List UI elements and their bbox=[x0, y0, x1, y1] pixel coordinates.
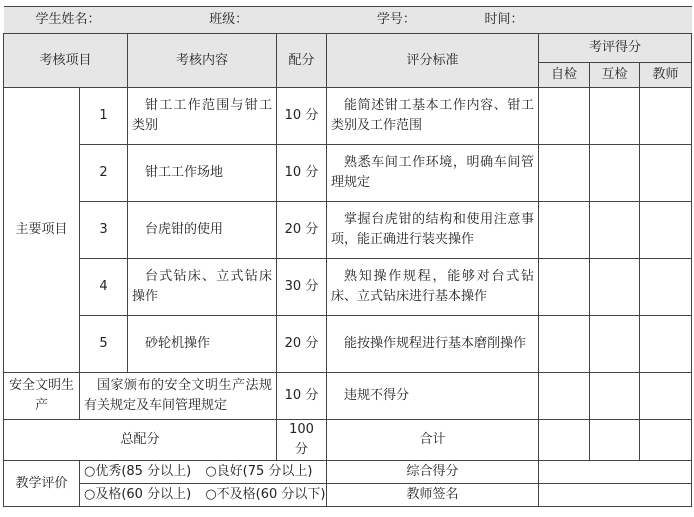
table-row bbox=[4, 145, 692, 202]
row-number: 2 bbox=[80, 145, 128, 202]
evaluation-row-2 bbox=[4, 484, 692, 507]
safety-standard: 违规不得分 bbox=[327, 373, 539, 420]
table-row bbox=[4, 259, 692, 316]
assessment-table bbox=[3, 6, 692, 507]
row-content: 钳工工作范围与钳工类别 bbox=[128, 88, 277, 145]
safety-content: 国家颁布的安全文明生产法规有关规定及车间管理规定 bbox=[80, 373, 277, 420]
header-self: 自检 bbox=[539, 63, 590, 88]
student-name-label: 学生姓名： bbox=[35, 12, 101, 27]
teacher-signature-label: 教师签名 bbox=[327, 484, 539, 507]
self-check-cell[interactable] bbox=[539, 373, 590, 420]
teacher-check-cell[interactable] bbox=[640, 259, 692, 316]
row-score: 20 分 bbox=[277, 202, 327, 259]
row-standard: 能简述钳工基本工作内容、钳工类别及工作范围 bbox=[327, 88, 539, 145]
class-label: 班级： bbox=[209, 12, 249, 27]
row-score: 10 分 bbox=[277, 145, 327, 202]
row-standard: 熟悉车间工作环境，明确车间管理规定 bbox=[327, 145, 539, 202]
table-row bbox=[4, 316, 692, 373]
header-evaluation: 考评得分 bbox=[539, 34, 692, 63]
self-sum-cell[interactable] bbox=[539, 420, 590, 461]
option-fail[interactable]: ○不及格(60 分以下) bbox=[205, 487, 326, 502]
evaluation-label: 教学评价 bbox=[4, 461, 80, 507]
self-check-cell[interactable] bbox=[539, 259, 590, 316]
header-row-1 bbox=[4, 34, 692, 63]
row-standard: 掌握台虎钳的结构和使用注意事项，能正确进行装夹操作 bbox=[327, 202, 539, 259]
total-score: 100 分 bbox=[277, 420, 327, 461]
row-content: 砂轮机操作 bbox=[128, 316, 277, 373]
row-number: 1 bbox=[80, 88, 128, 145]
option-excellent[interactable]: ○优秀(85 分以上) bbox=[84, 464, 192, 479]
row-score: 30 分 bbox=[277, 259, 327, 316]
teacher-sum-cell[interactable] bbox=[640, 420, 692, 461]
assessment-sheet bbox=[0, 6, 694, 507]
main-group-label: 主要项目 bbox=[4, 88, 80, 373]
row-number: 4 bbox=[80, 259, 128, 316]
total-row bbox=[4, 420, 692, 461]
row-standard: 能按操作规程进行基本磨削操作 bbox=[327, 316, 539, 373]
header-peer: 互检 bbox=[590, 63, 640, 88]
option-good[interactable]: ○良好(75 分以上) bbox=[205, 464, 313, 479]
sum-label: 合计 bbox=[327, 420, 539, 461]
composite-score-label: 综合得分 bbox=[327, 461, 539, 484]
table-row bbox=[4, 202, 692, 259]
student-info-row bbox=[4, 7, 692, 34]
row-content: 台虎钳的使用 bbox=[128, 202, 277, 259]
teacher-check-cell[interactable] bbox=[640, 145, 692, 202]
peer-check-cell[interactable] bbox=[590, 88, 640, 145]
total-label: 总配分 bbox=[4, 420, 277, 461]
peer-check-cell[interactable] bbox=[590, 145, 640, 202]
safety-row bbox=[4, 373, 692, 420]
composite-score-cell[interactable] bbox=[539, 461, 692, 484]
peer-check-cell[interactable] bbox=[590, 316, 640, 373]
student-id-label: 学号： bbox=[376, 12, 416, 27]
self-check-cell[interactable] bbox=[539, 88, 590, 145]
peer-sum-cell[interactable] bbox=[590, 420, 640, 461]
row-content: 台式钻床、立式钻床操作 bbox=[128, 259, 277, 316]
peer-check-cell[interactable] bbox=[590, 373, 640, 420]
row-number: 3 bbox=[80, 202, 128, 259]
peer-check-cell[interactable] bbox=[590, 259, 640, 316]
time-label: 时间： bbox=[484, 12, 524, 27]
header-content: 考核内容 bbox=[128, 34, 277, 88]
teacher-check-cell[interactable] bbox=[640, 88, 692, 145]
teacher-check-cell[interactable] bbox=[640, 373, 692, 420]
header-item: 考核项目 bbox=[4, 34, 128, 88]
evaluation-row-1 bbox=[4, 461, 692, 484]
self-check-cell[interactable] bbox=[539, 202, 590, 259]
row-content: 钳工工作场地 bbox=[128, 145, 277, 202]
safety-label: 安全文明生产 bbox=[4, 373, 80, 420]
option-pass[interactable]: ○及格(60 分以上) bbox=[84, 487, 192, 502]
safety-score: 10 分 bbox=[277, 373, 327, 420]
teacher-check-cell[interactable] bbox=[640, 316, 692, 373]
teacher-signature-cell[interactable] bbox=[539, 484, 692, 507]
row-score: 10 分 bbox=[277, 88, 327, 145]
row-standard: 熟知操作规程，能够对台式钻床、立式钻床进行基本操作 bbox=[327, 259, 539, 316]
evaluation-options-top bbox=[80, 461, 327, 484]
evaluation-options-bottom bbox=[80, 484, 327, 507]
header-standard: 评分标准 bbox=[327, 34, 539, 88]
self-check-cell[interactable] bbox=[539, 316, 590, 373]
row-score: 20 分 bbox=[277, 316, 327, 373]
table-row bbox=[4, 88, 692, 145]
row-number: 5 bbox=[80, 316, 128, 373]
header-score: 配分 bbox=[277, 34, 327, 88]
self-check-cell[interactable] bbox=[539, 145, 590, 202]
peer-check-cell[interactable] bbox=[590, 202, 640, 259]
teacher-check-cell[interactable] bbox=[640, 202, 692, 259]
header-teacher: 教师 bbox=[640, 63, 692, 88]
